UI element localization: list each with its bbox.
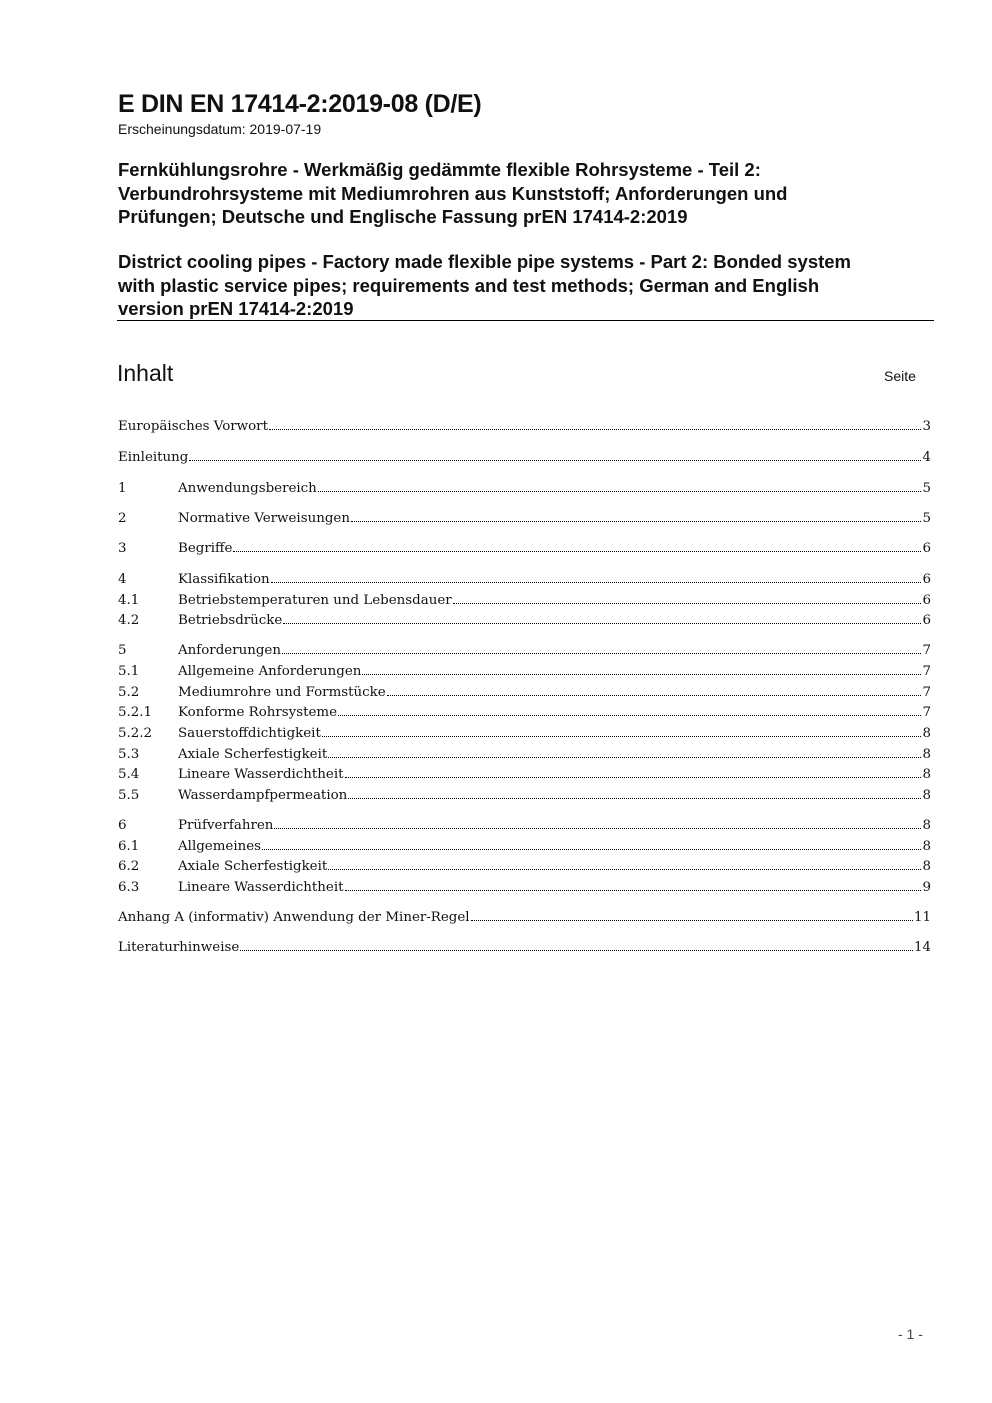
toc-entry[interactable] [118,726,931,744]
toc-entry[interactable] [118,541,931,559]
toc-entry-number: 6.2 [118,859,140,874]
toc-dot-leader [233,551,921,552]
toc-entry[interactable] [118,419,931,437]
toc-dot-leader [345,890,922,891]
toc-entry-page: 8 [922,839,931,854]
toc-entry-number: 4.1 [118,593,140,608]
toc-entry-number: 5.3 [118,747,140,762]
toc-entry-title: Begriffe [178,541,233,556]
toc-entry-page: 8 [922,767,931,782]
toc-entry[interactable] [118,747,931,765]
toc-entry[interactable] [118,481,931,499]
toc-entry-number: 5.2.1 [118,705,153,720]
toc-dot-leader [387,695,922,696]
toc-dot-leader [189,460,921,461]
toc-dot-leader [362,674,921,675]
toc-entry-title: Lineare Wasserdichtheit [178,880,344,895]
toc-entry[interactable] [118,643,931,661]
toc-dot-leader [338,715,921,716]
toc-entry[interactable] [118,511,931,529]
toc-entry-title: Allgemeines [178,839,262,854]
toc-entry-number: 2 [118,511,127,526]
toc-entry-number: 5.4 [118,767,140,782]
toc-entry-page: 9 [922,880,931,895]
toc-dot-leader [348,798,921,799]
toc-dot-leader [240,950,913,951]
toc-entry[interactable] [118,839,931,857]
toc-entry-number: 6 [118,818,127,833]
toc-entry-page: 8 [922,747,931,762]
toc-entry-title: Normative Verweisungen [178,511,350,526]
toc-entry-page: 6 [922,541,931,556]
english-title-line: District cooling pipes - Factory made flexible pipe systems - Part 2: Bonded system [118,251,852,272]
toc-dot-leader [345,777,922,778]
toc-entry-number: 6.1 [118,839,140,854]
toc-entry-number: 4 [118,572,127,587]
toc-entry-title: Einleitung [118,450,189,465]
toc-entry-title: Konforme Rohrsysteme [178,705,338,720]
toc-dot-leader [453,603,922,604]
toc-entry[interactable] [118,859,931,877]
toc-entry[interactable] [118,685,931,703]
toc-entry-page: 4 [922,450,931,465]
toc-dot-leader [262,849,921,850]
toc-entry-page: 11 [913,910,931,925]
english-title-line: with plastic service pipes; requirements and test methods; German and English [118,274,820,296]
toc-dot-leader [271,582,922,583]
toc-entry-page: 7 [922,705,931,720]
toc-entry[interactable] [118,767,931,785]
toc-entry-page: 8 [922,818,931,833]
toc-dot-leader [274,828,921,829]
toc-entry[interactable] [118,705,931,723]
toc-entry[interactable] [118,940,931,958]
table-of-contents [118,0,931,1000]
toc-entry-page: 6 [922,572,931,587]
toc-dot-leader [351,521,922,522]
toc-dot-leader [283,623,921,624]
toc-entry[interactable] [118,880,931,898]
toc-entry-title: Axiale Scherfestigkeit [178,859,328,874]
toc-page-column-label: Seite [884,368,916,384]
toc-entry[interactable] [118,664,931,682]
toc-entry[interactable] [118,788,931,806]
toc-entry-page: 8 [922,859,931,874]
document-identifier: E DIN EN 17414-2:2019-08 (D/E) [118,90,482,118]
german-title-line: Prüfungen; Deutsche und Englische Fassung prEN 17414-2:2019 [118,206,688,227]
toc-entry-number: 3 [118,541,127,556]
toc-dot-leader [318,491,922,492]
toc-entry[interactable] [118,593,931,611]
toc-dot-leader [269,429,922,430]
toc-entry-number: 4.2 [118,613,140,628]
toc-entry-number: 5.2.2 [118,726,153,741]
toc-entry-number: 5.2 [118,685,140,700]
toc-dot-leader [471,920,913,921]
toc-entry-page: 6 [922,593,931,608]
toc-entry-title: Europäisches Vorwort [118,419,268,434]
toc-entry-page: 7 [922,664,931,679]
toc-entry[interactable] [118,818,931,836]
toc-entry[interactable] [118,572,931,590]
toc-entry-title: Betriebsdrücke [178,613,283,628]
page-number: - 1 - [898,1326,923,1342]
german-title-line: Fernkühlungsrohre - Werkmäßig gedämmte flexible Rohrsysteme - Teil 2: [118,159,761,180]
toc-dot-leader [322,736,922,737]
toc-entry-number: 5 [118,643,127,658]
toc-entry-title: Anhang A (informativ) Anwendung der Miner-Regel [118,910,470,925]
toc-dot-leader [282,653,921,654]
german-title-line: Verbundrohrsysteme mit Mediumrohren aus Kunststoff; Anforderungen und [118,182,788,204]
toc-entry-title: Anwendungsbereich [178,481,317,496]
toc-entry-title: Mediumrohre und Formstücke [178,685,386,700]
toc-entry-page: 7 [922,685,931,700]
toc-entry-title: Allgemeine Anforderungen [178,664,362,679]
toc-entry-number: 5.5 [118,788,140,803]
toc-heading: Inhalt [117,360,174,386]
toc-entry-title: Lineare Wasserdichtheit [178,767,344,782]
toc-entry-title: Klassifikation [178,572,270,587]
toc-entry-number: 5.1 [118,664,140,679]
toc-entry-page: 6 [922,613,931,628]
toc-entry-number: 1 [118,481,127,496]
toc-entry-title: Anforderungen [178,643,281,658]
toc-entry-page: 5 [922,511,931,526]
toc-entry-page: 3 [922,419,931,434]
toc-entry-title: Betriebstemperaturen und Lebensdauer [178,593,452,608]
toc-entry-page: 7 [922,643,931,658]
toc-entry-page: 8 [922,726,931,741]
toc-entry-title: Literaturhinweise [118,940,240,955]
toc-entry-title: Prüfverfahren [178,818,274,833]
toc-entry-number: 6.3 [118,880,140,895]
toc-entry[interactable] [118,613,931,631]
toc-dot-leader [328,869,921,870]
toc-entry-title: Axiale Scherfestigkeit [178,747,328,762]
toc-entry-page: 5 [922,481,931,496]
toc-entry-title: Wasserdampfpermeation [178,788,348,803]
toc-entry-page: 14 [913,940,931,955]
toc-dot-leader [328,757,921,758]
toc-entry-page: 8 [922,788,931,803]
toc-entry[interactable] [118,910,931,928]
toc-entry[interactable] [118,450,931,468]
toc-entry-title: Sauerstoffdichtigkeit [178,726,321,741]
publication-date: Erscheinungsdatum: 2019-07-19 [118,121,322,137]
english-title-line: version prEN 17414-2:2019 [118,298,354,319]
